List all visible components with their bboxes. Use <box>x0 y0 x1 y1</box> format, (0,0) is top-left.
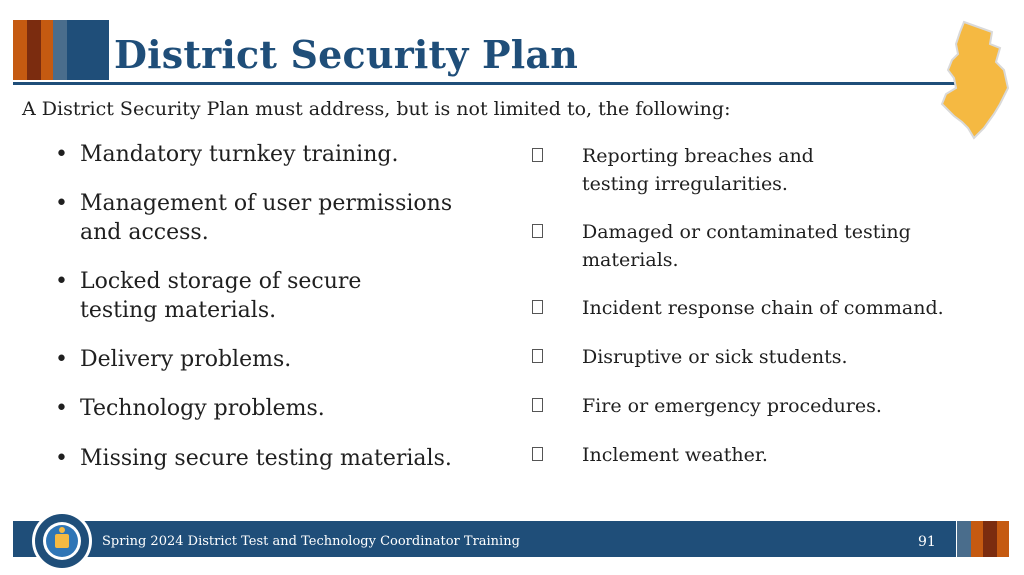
stripe-orange <box>13 20 27 80</box>
list-item-text: Disruptive or sick students. <box>582 346 848 368</box>
stripe-dark-red <box>27 20 41 80</box>
bullet-icon: • <box>55 142 68 167</box>
list-item <box>55 267 420 345</box>
stripe-orange-2 <box>997 521 1009 557</box>
stripe-slate <box>53 20 67 80</box>
list-item-text: Missing secure testing materials. <box>80 446 452 471</box>
bullet-icon: • <box>55 396 68 421</box>
stripe-navy <box>67 20 109 80</box>
checkbox-icon <box>532 349 543 363</box>
list-item-text: Damaged or contaminated testing materials. <box>582 221 911 271</box>
page-title: District Security Plan <box>114 32 579 77</box>
list-item-text: Delivery problems. <box>80 347 292 372</box>
stripe-dark-red <box>983 521 997 557</box>
footer-stripes <box>957 521 1009 557</box>
list-item <box>530 142 882 218</box>
checkbox-icon <box>532 447 543 461</box>
list-item <box>530 343 960 392</box>
checkbox-icon <box>532 300 543 314</box>
title-underline <box>13 82 956 85</box>
list-item-text: Locked storage of secure testing materials. <box>80 269 362 323</box>
list-item <box>530 294 960 343</box>
bullet-icon: • <box>55 269 68 294</box>
intro-text: A District Security Plan must address, but is not limited to, the following: <box>22 98 731 120</box>
list-item-text: Inclement weather. <box>582 444 768 466</box>
header-stripes <box>13 20 109 80</box>
list-item <box>530 441 960 469</box>
list-item <box>55 189 495 267</box>
checkbox-icon <box>532 224 543 238</box>
list-item-text: Fire or emergency procedures. <box>582 395 882 417</box>
bullet-icon: • <box>55 446 68 471</box>
nj-education-seal-icon <box>31 510 93 572</box>
checkbox-icon <box>532 398 543 412</box>
stripe-orange <box>971 521 983 557</box>
list-item <box>55 444 495 473</box>
list-item <box>55 345 495 394</box>
left-bullet-list <box>55 140 495 473</box>
page-number: 91 <box>918 534 936 550</box>
list-item <box>55 140 495 189</box>
stripe-slate <box>957 521 971 557</box>
bullet-icon: • <box>55 347 68 372</box>
list-item <box>530 218 922 294</box>
footer-text: Spring 2024 District Test and Technology Coordinator Training <box>102 534 520 549</box>
stripe-orange-2 <box>41 20 53 80</box>
list-item-text: Mandatory turnkey training. <box>80 142 399 167</box>
list-item-text: Reporting breaches and testing irregularities. <box>582 145 814 195</box>
right-bullet-list <box>530 142 960 469</box>
list-item-text: Management of user permissions and access. <box>80 191 453 245</box>
list-item-text: Technology problems. <box>80 396 325 421</box>
list-item <box>55 394 495 444</box>
checkbox-icon <box>532 148 543 162</box>
list-item-text: Incident response chain of command. <box>582 297 944 319</box>
bullet-icon: • <box>55 191 68 216</box>
new-jersey-map-icon <box>934 18 1014 142</box>
list-item <box>530 392 960 441</box>
